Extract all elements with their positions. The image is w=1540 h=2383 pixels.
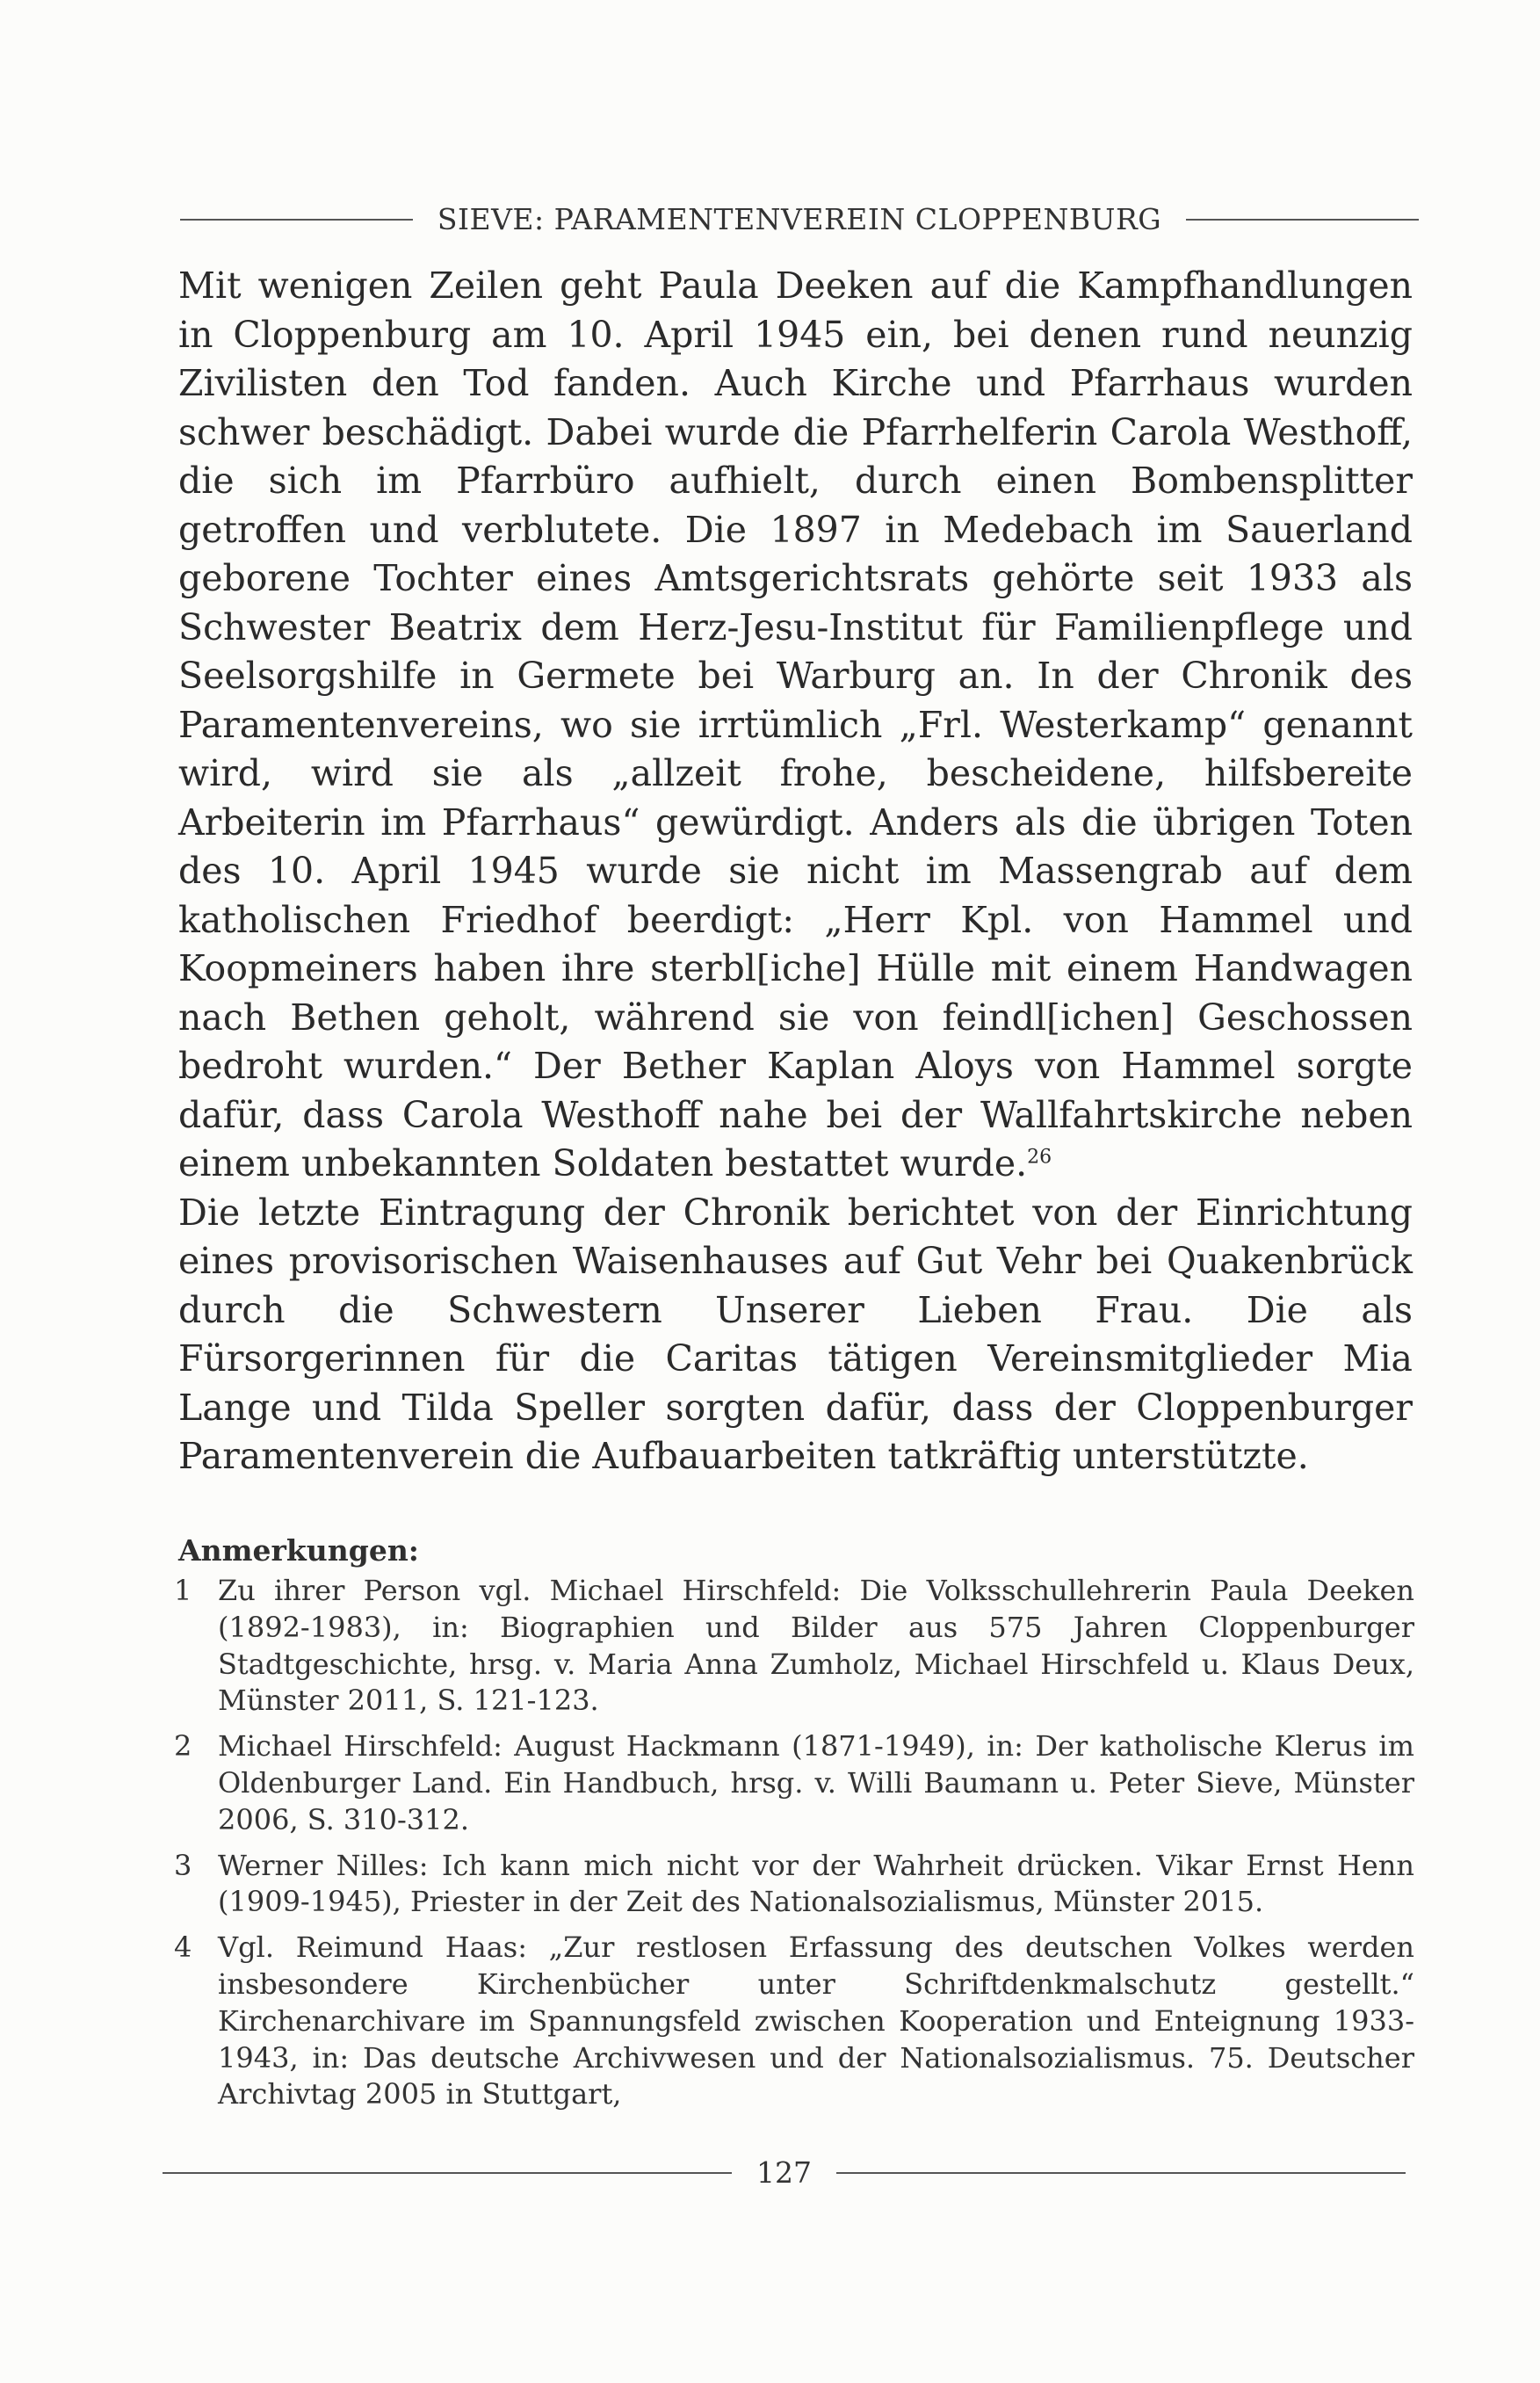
note-item xyxy=(174,1848,1414,1922)
notes-list xyxy=(174,1573,1414,2122)
notes-heading: Anmerkungen: xyxy=(178,1533,419,1568)
running-header xyxy=(180,202,1419,236)
page-footer xyxy=(163,2155,1406,2190)
page-number: 127 xyxy=(756,2155,812,2190)
note-item xyxy=(174,1728,1414,1838)
note-text: Michael Hirschfeld: August Hackmann (1871-1949), in: Der katholische Klerus im Oldenburger Land. Ein Handbuch, hrsg. v. Willi Baumann u. Peter Sieve, Münster 2006, S. 310-312. xyxy=(218,1729,1414,1836)
note-number: 1 xyxy=(174,1574,192,1607)
header-rule-left xyxy=(180,219,413,221)
footnote-ref-26: 26 xyxy=(1027,1146,1052,1169)
note-number: 4 xyxy=(174,1930,192,1965)
note-text: Vgl. Reimund Haas: „Zur restlosen Erfassung des deutschen Volkes werden insbesondere Kirchenbücher unter Schriftdenkmalschutz gestellt.“ Kirchenarchivare im Spannungsfeld zwischen Kooperation und Enteignung 1933-1943, in: Das deutsche Archivwesen und der Nationalsozialismus. 75. Deutscher Archivtag 2005 in Stuttgart, xyxy=(218,1930,1414,2111)
note-text: Zu ihrer Person vgl. Michael Hirschfeld: Die Volksschullehrerin Paula Deeken (1892-1983), in: Biographien und Bilder aus 575 Jahren Cloppenburger Stadtgeschichte, hrsg. v. Maria Anna Zumholz, Michael Hirschfeld u. Klaus Deux, Münster 2011, S. 121-123. xyxy=(218,1574,1414,1718)
footer-rule-left xyxy=(163,2172,732,2174)
footer-rule-right xyxy=(836,2172,1406,2174)
paragraph-1 xyxy=(178,262,1413,1189)
note-item xyxy=(174,1930,1414,2113)
note-item xyxy=(174,1573,1414,1720)
note-number: 2 xyxy=(174,1729,192,1764)
note-text: Werner Nilles: Ich kann mich nicht vor der Wahrheit drücken. Vikar Ernst Henn (1909-1945), Priester in der Zeit des Nationalsozialismus, Münster 2015. xyxy=(218,1848,1414,1919)
paragraph-1-text: Mit wenigen Zeilen geht Paula Deeken auf die Kampfhandlungen in Cloppenburg am 10. April 1945 ein, bei denen rund neunzig Zivilisten den Tod fanden. Auch Kirche und Pfarrhaus wurden schwer beschädigt. Dabei wurde die Pfarrhelferin Carola Westhoff, die sich im Pfarrbüro aufhielt, durch einen Bombensplitter getroffen und verblutete. Die 1897 in Medebach im Sauerland geborene Tochter eines Amtsgerichtsrats gehörte seit 1933 als Schwester Beatrix dem Herz-Jesu-Institut für Familienpflege und Seelsorgshilfe in Germete bei Warburg an. In der Chronik des Paramentenvereins, wo sie irrtümlich „Frl. Westerkamp“ genannt wird, wird sie als „allzeit frohe, bescheidene, hilfsbereite Arbeiterin im Pfarrhaus“ gewürdigt. Anders als die übrigen Toten des 10. April 1945 wurde sie nicht im Massengrab auf dem katholischen Friedhof beerdigt: „Herr Kpl. von Hammel und Koopmeiners haben ihre sterbl[iche] Hülle mit einem Handwagen nach Bethen geholt, während sie von feindl[ichen] Geschossen bedroht wurden.“ Der Bether Kaplan Aloys von Hammel sorgte dafür, dass Carola Westhoff nahe bei der Wallfahrtskirche neben einem unbekannten Soldaten bestattet wurde. xyxy=(178,264,1413,1184)
note-number: 3 xyxy=(174,1848,192,1882)
body-text xyxy=(178,262,1413,1481)
header-rule-right xyxy=(1186,219,1419,221)
paragraph-2: Die letzte Eintragung der Chronik berichtet von der Einrichtung eines provisorischen Waisenhauses auf Gut Vehr bei Quakenbrück durch die Schwestern Unserer Lieben Frau. Die als Fürsorgerinnen für die Caritas tätigen Vereinsmitglieder Mia Lange und Tilda Speller sorgten dafür, dass der Cloppenburger Paramentenverein die Aufbauarbeiten tatkräftig unterstützte. xyxy=(178,1191,1413,1477)
running-title: SIEVE: PARAMENTENVEREIN CLOPPENBURG xyxy=(437,202,1162,236)
